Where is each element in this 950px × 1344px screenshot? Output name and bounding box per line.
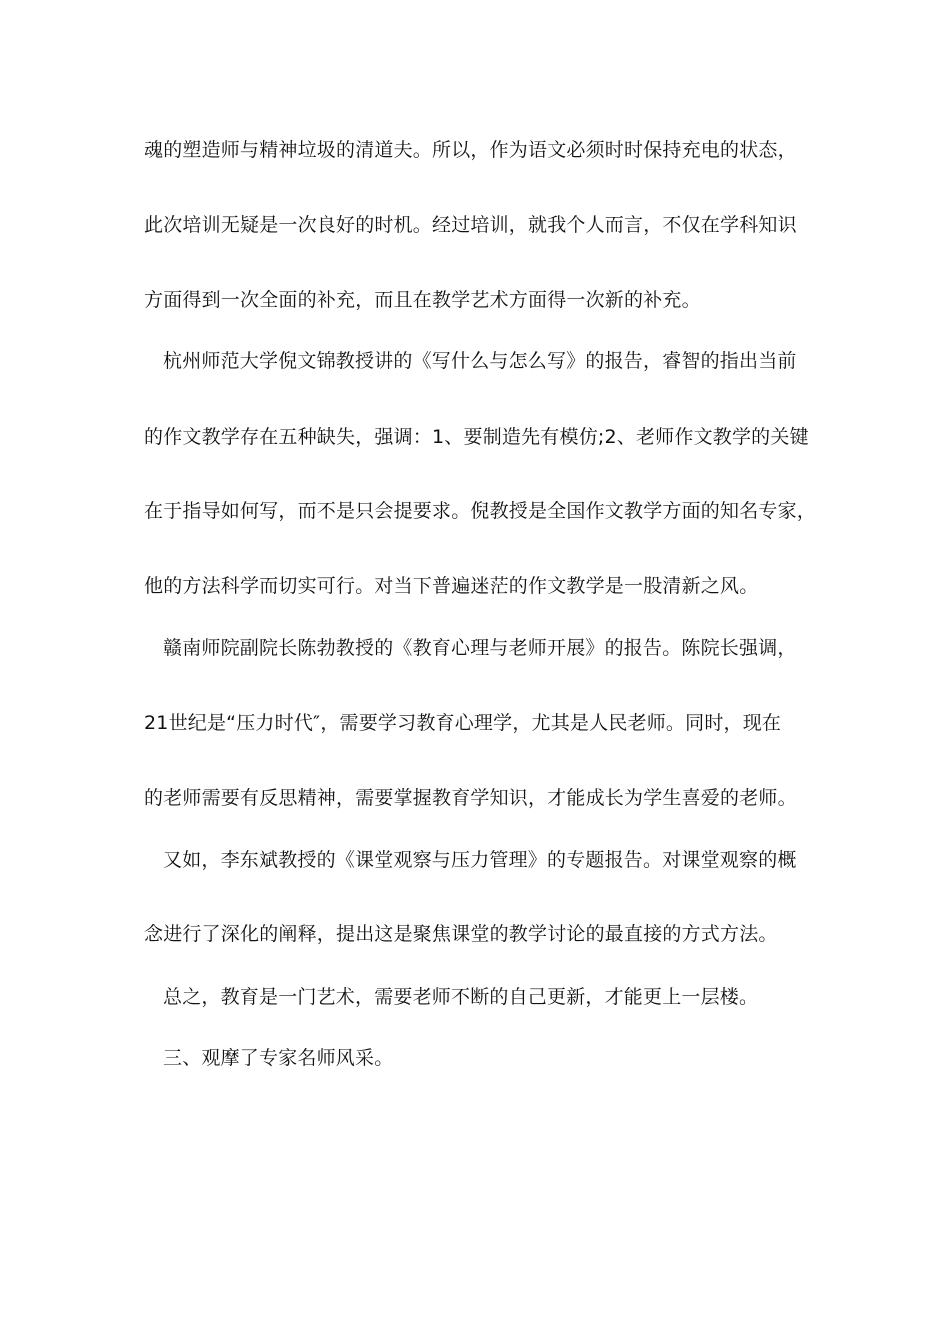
- paragraph-1-line-1: 杭州师范大学倪文锦教授讲的《写什么与怎么写》的报告，睿智的指出当前: [163, 350, 797, 372]
- paragraph-2-line-2: 21世纪是“压力时代″，需要学习教育心理学，尤其是人民老师。同时，现在: [144, 712, 782, 734]
- paragraph-1-line-4: 他的方法科学而切实可行。对当下普遍迷茫的作文教学是一股清新之风。: [144, 575, 759, 597]
- paragraph-1-line-2: 的作文教学存在五种缺失，强调：1、要制造先有模仿;2、老师作文教学的关键: [144, 426, 809, 448]
- paragraph-4-line-1: 总之，教育是一门艺术，需要老师不断的自己更新，才能更上一层楼。: [163, 986, 759, 1008]
- paragraph-1-line-3: 在于指导如何写，而不是只会提要求。倪教授是全国作文教学方面的知名专家，: [144, 500, 817, 522]
- text-line-3: 方面得到一次全面的补充，而且在教学艺术方面得一次新的补充。: [144, 289, 701, 311]
- section-heading: 三、观摩了专家名师风采。: [163, 1047, 394, 1069]
- paragraph-2-line-1: 赣南师院副院长陈勃教授的《教育心理与老师开展》的报告。陈院长强调，: [163, 637, 797, 659]
- text-line-2: 此次培训无疑是一次良好的时机。经过培训，就我个人而言，不仅在学科知识: [144, 214, 797, 236]
- paragraph-3-line-1: 又如，李东斌教授的《课堂观察与压力管理》的专题报告。对课堂观察的概: [163, 849, 797, 871]
- paragraph-3-line-2: 念进行了深化的阐释，提出这是聚焦课堂的教学讨论的最直接的方式方法。: [144, 923, 778, 945]
- paragraph-2-line-3: 的老师需要有反思精神，需要掌握教育学知识，才能成长为学生喜爱的老师。: [144, 787, 797, 809]
- text-line-1: 魂的塑造师与精神垃圾的清道夫。所以，作为语文必须时时保持充电的状态，: [144, 139, 797, 161]
